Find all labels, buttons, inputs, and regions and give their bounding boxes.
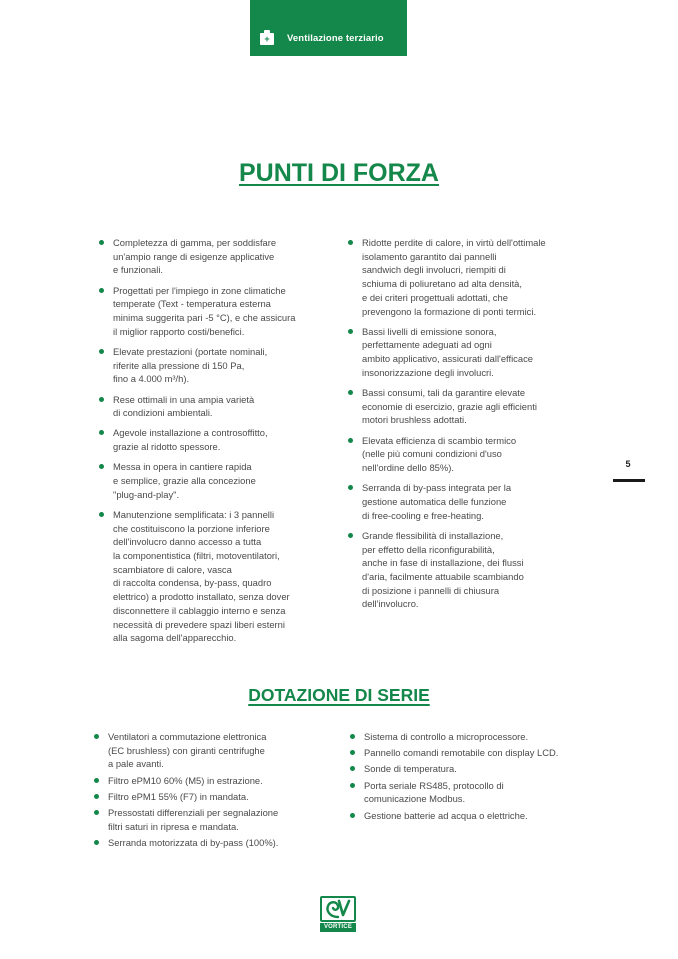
punti-di-forza-right-list [346, 236, 576, 618]
clinic-cross-icon: + [260, 33, 274, 45]
section-tab-label: Ventilazione terziario [287, 33, 384, 44]
list-item: Ventilatori a commutazione elettronica (EC brushless) con giranti centrifughe a pale avanti. [92, 730, 322, 771]
list-item: Progettati per l'impiego in zone climatiche temperate (Text - temperatura esterna minima suggerita pari -5 °C), e che assicura il miglior rapporto costi/benefici. [97, 284, 327, 339]
list-item: Pannello comandi remotabile con display LCD. [348, 746, 588, 760]
vortice-logo-icon [320, 896, 356, 922]
list-item: Completezza di gamma, per soddisfare un'ampio range di esigenze applicative e funzionali. [97, 236, 327, 277]
list-item: Ridotte perdite di calore, in virtù dell'ottimale isolamento garantito dai pannelli sandwich degli involucri, riempiti di schiuma di poliuretano ad alta densità, e dei criteri progettuali adottati, che prevengono la formazione di ponti termici. [346, 236, 576, 318]
list-item: Gestione batterie ad acqua o elettriche. [348, 809, 588, 823]
list-item: Porta seriale RS485, protocollo di comunicazione Modbus. [348, 779, 588, 806]
punti-di-forza-title: PUNTI DI FORZA [239, 159, 439, 187]
list-item: Elevate prestazioni (portate nominali, riferite alla pressione di 150 Pa, fino a 4.000 m³/h). [97, 345, 327, 386]
page-number: 5 [625, 459, 631, 469]
list-item: Elevata efficienza di scambio termico (nelle più comuni condizioni d'uso nell'ordine dello 85%). [346, 434, 576, 475]
vortice-logo [320, 896, 356, 932]
punti-di-forza-left-list [97, 236, 327, 651]
page-number-rule [613, 479, 645, 482]
list-item: Filtro ePM1 55% (F7) in mandata. [92, 790, 322, 804]
list-item: Rese ottimali in una ampia varietà di condizioni ambientali. [97, 393, 327, 420]
vortice-swirl-icon [322, 898, 354, 920]
list-item: Filtro ePM10 60% (M5) in estrazione. [92, 774, 322, 788]
list-item: Bassi consumi, tali da garantire elevate economie di esercizio, grazie agli efficienti motori brushless adottati. [346, 386, 576, 427]
list-item: Agevole installazione a controsoffitto, grazie al ridotto spessore. [97, 426, 327, 453]
section-tab [250, 0, 407, 56]
list-item: Sistema di controllo a microprocessore. [348, 730, 588, 744]
list-item: Manutenzione semplificata: i 3 pannelli che costituiscono la porzione inferiore dell'involucro danno accesso a tutta la componentistica (filtri, motoventilatori, scambiatore di calore, vasca di raccolta condensa, by-pass, quadro elettrico) a prodotto installato, senza dover disconnettere il cablaggio interno e senza necessità di prevedere spazi liberi esterni alla sagoma dell'apparecchio. [97, 508, 327, 645]
list-item: Serranda di by-pass integrata per la gestione automatica delle funzione di free-cooling e free-heating. [346, 481, 576, 522]
list-item: Pressostati differenziali per segnalazione filtri saturi in ripresa e mandata. [92, 806, 322, 833]
list-item: Sonde di temperatura. [348, 762, 588, 776]
vortice-logo-wordmark: VORTICE [320, 923, 356, 932]
list-item: Serranda motorizzata di by-pass (100%). [92, 836, 322, 850]
list-item: Grande flessibilità di installazione, per effetto della riconfigurabilità, anche in fase di installazione, dei flussi d'aria, facilmente attuabile scambiando di posizione i pannelli di chiusura dell'involucro. [346, 529, 576, 611]
dotazione-di-serie-title: DOTAZIONE DI SERIE [248, 685, 430, 705]
list-item: Messa in opera in cantiere rapida e semplice, grazie alla concezione "plug-and-play". [97, 460, 327, 501]
dotazione-right-list [348, 730, 588, 825]
dotazione-left-list [92, 730, 322, 852]
list-item: Bassi livelli di emissione sonora, perfettamente adeguati ad ogni ambito applicativo, assicurati dall'efficace insonorizzazione degli involucri. [346, 325, 576, 380]
